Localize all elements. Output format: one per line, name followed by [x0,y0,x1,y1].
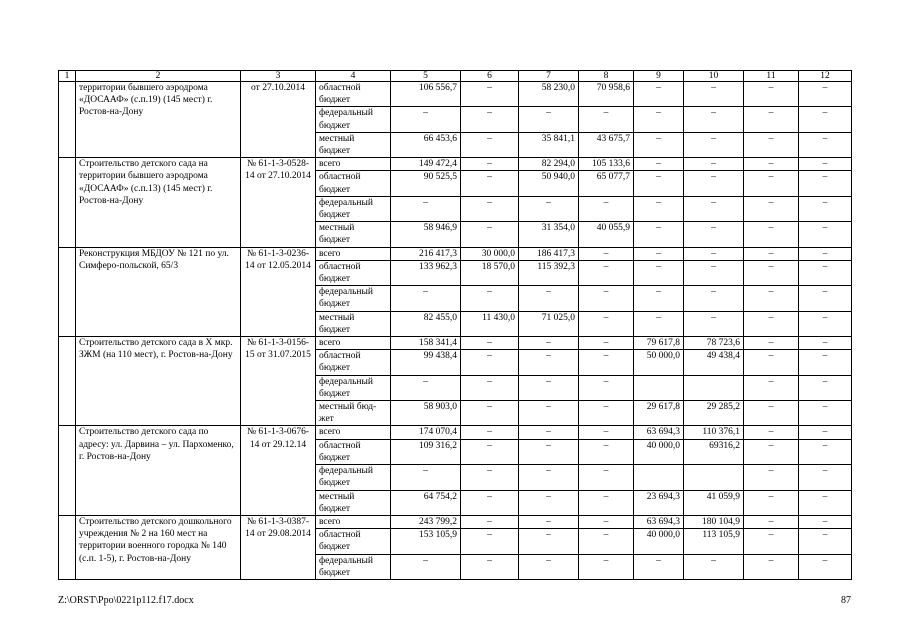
value-cell: – [744,350,799,375]
funding-source-cell: областной бюджет [316,171,391,196]
value-cell: 70 958,6 [579,82,634,107]
value-cell: 106 556,7 [391,82,461,107]
value-cell: – [744,311,799,336]
value-cell: 43 675,7 [579,132,634,157]
value-cell: – [461,286,519,311]
value-cell: – [579,107,634,132]
funding-source-cell: федеральный бюджет [316,554,391,579]
funding-source-cell: федеральный бюджет [316,465,391,490]
value-cell: 29 285,2 [684,401,744,426]
value-cell: 174 070,4 [391,426,461,439]
value-cell: – [579,554,634,579]
value-cell: – [461,490,519,515]
value-cell: – [799,439,852,464]
value-cell: – [684,82,744,107]
value-cell: – [634,107,684,132]
value-cell: – [684,107,744,132]
value-cell: – [799,158,852,171]
value-cell: 18 570,0 [461,260,519,285]
row-number-cell [59,426,76,515]
value-cell: – [579,465,634,490]
value-cell: – [461,465,519,490]
value-cell: – [579,286,634,311]
registration-cell: № 61-1-3-0528-14 от 27.10.2014 [241,158,316,247]
value-cell: – [799,426,852,439]
value-cell: – [634,222,684,247]
value-cell: – [461,350,519,375]
value-cell: – [579,196,634,221]
value-cell: – [744,107,799,132]
funding-source-cell: областной бюджет [316,82,391,107]
value-cell: – [461,515,519,528]
column-header: 2 [76,71,241,82]
registration-cell: № 61-1-3-0236-14 от 12.05.2014 [241,247,316,336]
value-cell: – [579,247,634,260]
value-cell: 40 000,0 [634,439,684,464]
value-cell: 82 455,0 [391,311,461,336]
value-cell: 90 525,5 [391,171,461,196]
value-cell: – [461,171,519,196]
value-cell: – [634,132,684,157]
value-cell: – [634,554,684,579]
value-cell: – [461,426,519,439]
value-cell: 105 133,6 [579,158,634,171]
funding-source-cell: всего [316,247,391,260]
funding-source-cell: местный бюджет [316,132,391,157]
value-cell: – [461,222,519,247]
value-cell: – [684,196,744,221]
value-cell: – [634,82,684,107]
value-cell: – [519,439,579,464]
object-name-cell: Реконструкция МБДОУ № 121 по ул. Симферо-польской, 65/3 [76,247,241,336]
value-cell: – [461,132,519,157]
value-cell: 186 417,3 [519,247,579,260]
row-number-cell [59,515,76,579]
funding-source-cell: местный бюджет [316,311,391,336]
table-row [59,158,852,171]
value-cell: – [519,490,579,515]
value-cell: – [579,375,634,400]
value-cell: 71 025,0 [519,311,579,336]
value-cell: 115 392,3 [519,260,579,285]
funding-source-cell: всего [316,515,391,528]
value-cell: 153 105,9 [391,529,461,554]
value-cell: – [391,107,461,132]
value-cell: 11 430,0 [461,311,519,336]
table-row [59,337,852,350]
value-cell: – [579,426,634,439]
value-cell: – [799,171,852,196]
row-number-cell [59,337,76,426]
value-cell: – [744,222,799,247]
value-cell: – [519,196,579,221]
value-cell: – [519,465,579,490]
value-cell: – [634,196,684,221]
value-cell: – [684,311,744,336]
value-cell: – [799,196,852,221]
value-cell: 49 438,4 [684,350,744,375]
value-cell: 58 230,0 [519,82,579,107]
value-cell: – [579,401,634,426]
value-cell: – [799,401,852,426]
value-cell: – [519,529,579,554]
value-cell: – [579,515,634,528]
column-header: 9 [634,71,684,82]
value-cell: 23 694,3 [634,490,684,515]
value-cell: 113 105,9 [684,529,744,554]
page-number: 87 [841,595,851,606]
value-cell: – [799,375,852,400]
table-row [59,515,852,528]
value-cell: – [799,350,852,375]
value-cell: – [744,554,799,579]
value-cell: – [391,375,461,400]
value-cell: 158 341,4 [391,337,461,350]
value-cell: – [799,286,852,311]
funding-source-cell: областной бюджет [316,529,391,554]
value-cell: – [744,490,799,515]
value-cell: – [461,554,519,579]
value-cell: – [579,439,634,464]
value-cell: – [744,337,799,350]
value-cell: – [519,337,579,350]
value-cell: – [461,529,519,554]
value-cell: – [634,260,684,285]
value-cell: – [634,247,684,260]
value-cell: – [579,529,634,554]
funding-source-cell: федеральный бюджет [316,375,391,400]
value-cell: – [579,337,634,350]
value-cell: – [579,311,634,336]
value-cell: – [799,490,852,515]
value-cell: – [519,554,579,579]
table-row [59,82,852,107]
funding-source-cell: местный бюд-жет [316,401,391,426]
value-cell [634,465,684,490]
value-cell: – [634,311,684,336]
value-cell [684,465,744,490]
funding-source-cell: областной бюджет [316,260,391,285]
value-cell: – [799,554,852,579]
value-cell: 40 055,9 [579,222,634,247]
value-cell: – [744,247,799,260]
value-cell: – [684,171,744,196]
column-header: 3 [241,71,316,82]
value-cell: – [744,465,799,490]
value-cell [634,375,684,400]
value-cell: 110 376,1 [684,426,744,439]
value-cell: 78 723,6 [684,337,744,350]
column-header: 10 [684,71,744,82]
value-cell: – [799,311,852,336]
value-cell: – [461,401,519,426]
value-cell: – [744,375,799,400]
row-number-cell [59,247,76,336]
object-name-cell: Строительство детского дошкольного учреждения № 2 на 160 мест на территории военного городка № 140 (с.п. 1-5), г. Ростов-на-Дону [76,515,241,579]
funding-source-cell: местный бюджет [316,490,391,515]
value-cell: – [391,465,461,490]
value-cell: – [799,260,852,285]
value-cell: – [684,554,744,579]
value-cell: – [684,286,744,311]
value-cell: – [744,132,799,157]
registration-cell: № 61-1-3-0156-15 от 31.07.2015 [241,337,316,426]
value-cell: – [684,222,744,247]
column-header: 1 [59,71,76,82]
value-cell: 41 059,9 [684,490,744,515]
value-cell: 109 316,2 [391,439,461,464]
value-cell: – [461,158,519,171]
value-cell: – [684,158,744,171]
object-name-cell: Строительство детского сада по адресу: ул. Дарвина – ул. Пархоменко, г. Ростов-на-Дону [76,426,241,515]
value-cell: – [684,132,744,157]
value-cell: – [634,286,684,311]
registration-cell: № 61-1-3-0387-14 от 29.08.2014 [241,515,316,579]
value-cell: 99 438,4 [391,350,461,375]
value-cell: – [461,375,519,400]
value-cell: 29 617,8 [634,401,684,426]
value-cell: 82 294,0 [519,158,579,171]
value-cell: 149 472,4 [391,158,461,171]
value-cell: 79 617,8 [634,337,684,350]
value-cell: – [461,337,519,350]
value-cell: – [799,82,852,107]
value-cell: – [519,286,579,311]
value-cell: 58 903,0 [391,401,461,426]
value-cell: 180 104,9 [684,515,744,528]
table-row [59,247,852,260]
value-cell: – [744,426,799,439]
value-cell [684,375,744,400]
value-cell: – [744,196,799,221]
registration-cell: от 27.10.2014 [241,82,316,158]
value-cell: – [744,439,799,464]
value-cell: 35 841,1 [519,132,579,157]
value-cell: – [799,515,852,528]
column-header: 6 [461,71,519,82]
value-cell: 31 354,0 [519,222,579,247]
funding-source-cell: всего [316,426,391,439]
value-cell: – [391,554,461,579]
value-cell: – [519,515,579,528]
value-cell: – [391,286,461,311]
funding-source-cell: областной бюджет [316,439,391,464]
value-cell: – [799,337,852,350]
value-cell: – [744,401,799,426]
value-cell: 243 799,2 [391,515,461,528]
funding-source-cell: местный бюджет [316,222,391,247]
value-cell: – [519,350,579,375]
funding-source-cell: федеральный бюджет [316,196,391,221]
value-cell: – [634,158,684,171]
value-cell: – [799,529,852,554]
funding-source-cell: федеральный бюджет [316,107,391,132]
value-cell: 58 946,9 [391,222,461,247]
registration-cell: № 61-1-3-0676-14 от 29.12.14 [241,426,316,515]
value-cell: 63 694,3 [634,515,684,528]
value-cell: 66 453,6 [391,132,461,157]
value-cell: – [799,132,852,157]
column-header: 11 [744,71,799,82]
value-cell: 30 000,0 [461,247,519,260]
value-cell: 50 000,0 [634,350,684,375]
object-name-cell: Строительство детского сада на территории бывшего аэродрома «ДОСААФ» (с.п.13) (145 мест) г. Ростов-на-Дону [76,158,241,247]
funding-source-cell: всего [316,337,391,350]
value-cell: – [461,107,519,132]
value-cell: – [684,247,744,260]
value-cell: – [461,439,519,464]
document-path: Z:\ORST\Ppo\0221p112.f17.docx [58,595,194,606]
row-number-cell [59,82,76,158]
funding-source-cell: федеральный бюджет [316,286,391,311]
value-cell: 40 000,0 [634,529,684,554]
object-name-cell: Строительство детского сада в X мкр. ЗЖМ (на 110 мест), г. Ростов-на-Дону [76,337,241,426]
budget-table [58,70,852,580]
value-cell: – [799,247,852,260]
value-cell: 64 754,2 [391,490,461,515]
value-cell: 65 077,7 [579,171,634,196]
column-header: 12 [799,71,852,82]
value-cell: – [744,171,799,196]
funding-source-cell: всего [316,158,391,171]
value-cell: – [461,196,519,221]
value-cell: – [579,350,634,375]
value-cell: 69316,2 [684,439,744,464]
value-cell: – [799,107,852,132]
funding-source-cell: областной бюджет [316,350,391,375]
value-cell: – [744,286,799,311]
value-cell: – [519,107,579,132]
value-cell: – [744,515,799,528]
column-header: 5 [391,71,461,82]
header-row [59,71,852,82]
value-cell: – [634,171,684,196]
value-cell: – [519,401,579,426]
value-cell: – [799,222,852,247]
value-cell: – [461,82,519,107]
value-cell: – [579,260,634,285]
value-cell: 216 417,3 [391,247,461,260]
value-cell: – [744,158,799,171]
value-cell: – [519,426,579,439]
value-cell: – [744,82,799,107]
value-cell: – [391,196,461,221]
table-row [59,426,852,439]
value-cell: – [744,260,799,285]
row-number-cell [59,158,76,247]
column-header: 4 [316,71,391,82]
value-cell: – [579,490,634,515]
value-cell: 63 694,3 [634,426,684,439]
value-cell: 133 962,3 [391,260,461,285]
value-cell: – [684,260,744,285]
column-header: 8 [579,71,634,82]
value-cell: 50 940,0 [519,171,579,196]
value-cell: – [744,529,799,554]
value-cell: – [799,465,852,490]
value-cell: – [519,375,579,400]
column-header: 7 [519,71,579,82]
object-name-cell: территории бывшего аэродрома «ДОСААФ» (с.п.19) (145 мест) г. Ростов-на-Дону [76,82,241,158]
